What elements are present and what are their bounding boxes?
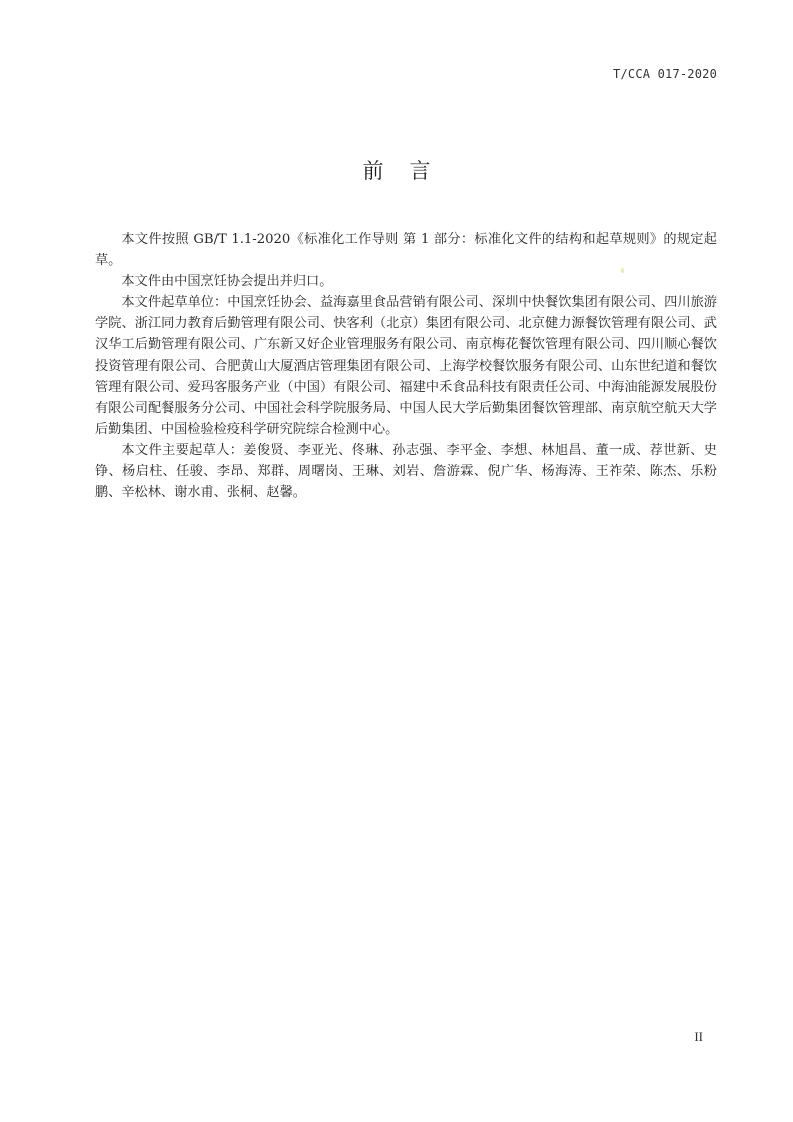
document-code: T/CCA 017-2020 <box>613 67 717 81</box>
paragraph-drafting-units: 本文件起草单位：中国烹饪协会、益海嘉里食品营销有限公司、深圳中快餐饮集团有限公司、四川旅游学院、浙江同力教育后勤管理有限公司、快客利（北京）集团有限公司、北京健力源餐饮管理有限公司、武汉华工后勤管理有限公司、广东新又好企业管理服务有限公司、南京梅花餐饮管理有限公司、四川顺心餐饮投资管理有限公司、合肥黄山大厦酒店管理集团有限公司、上海学校餐饮服务有限公司、山东世纪道和餐饮管理有限公司、爱玛客服务产业（中国）有限公司、福建中禾食品科技有限责任公司、中海油能源发展股份有限公司配餐服务分公司、中国社会科学院服务局、中国人民大学后勤集团餐饮管理部、南京航空航天大学后勤集团、中国检验检疫科学研究院综合检测中心。 <box>95 295 717 437</box>
paragraph-drafting-basis: 本文件按照 GB/T 1.1-2020《标准化工作导则 第 1 部分：标准化文件的结构和起草规则》的规定起草。 <box>95 232 717 269</box>
scan-speck <box>621 268 624 273</box>
page-number: II <box>694 1029 703 1044</box>
paragraph-proposer: 本文件由中国烹饪协会提出并归口。 <box>121 274 333 290</box>
page-title: 前言 <box>362 159 457 183</box>
paragraph-main-drafters: 本文件主要起草人：姜俊贤、李亚光、佟琳、孙志强、李平金、李想、林旭昌、董一成、荐世新、史铮、杨启柱、任骏、李昂、郑群、周曙岗、王琳、刘岩、詹游霖、倪广华、杨海涛、王祚荣、陈杰、乐粉鹏、辛松林、谢水甫、张桐、赵馨。 <box>95 442 717 501</box>
